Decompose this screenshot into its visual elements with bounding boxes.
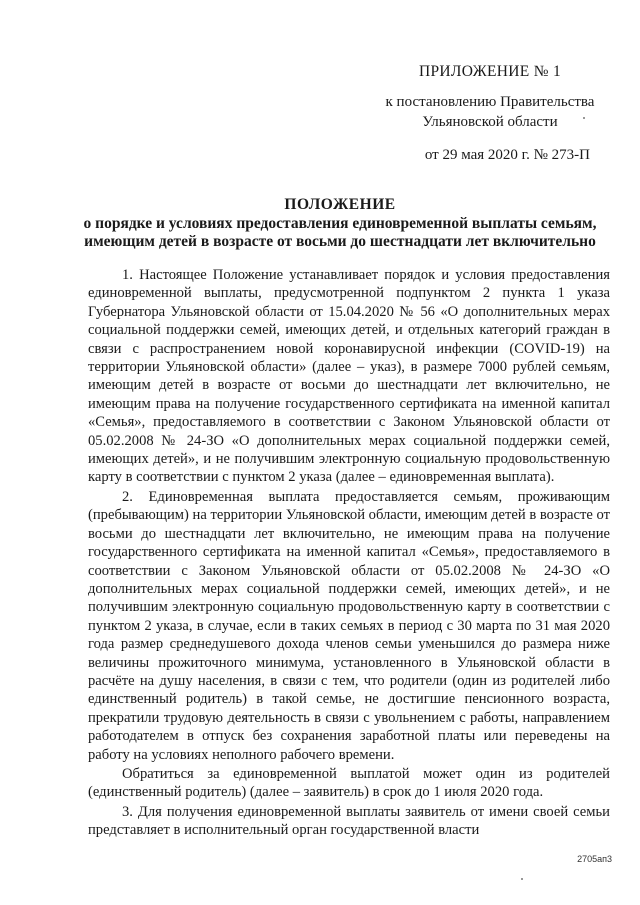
annex-date: от 29 мая 2020 г. № 273-П [424, 147, 590, 163]
footer-code: 2705ап3 [577, 854, 612, 864]
paragraph-4: 3. Для получения единовременной выплаты заявитель от имени своей семьи представляет в исполнительный орган государственной власти [88, 803, 610, 839]
annex-ref-line2: Ульяновской области [422, 114, 558, 130]
scan-artifact [583, 117, 585, 119]
paragraph-3: Обратиться за единовременной выплатой может один из родителей (единственный родитель) (далее – заявитель) в срок до 1 июля 2020 года. [88, 765, 610, 801]
annex-reference [370, 92, 610, 132]
document-body [88, 266, 610, 840]
annex-title: ПРИЛОЖЕНИЕ № 1 [418, 63, 562, 80]
document-heading [70, 196, 610, 251]
heading-main: ПОЛОЖЕНИЕ [284, 196, 396, 213]
annex-ref-line1: к постановлению Правительства [385, 94, 595, 110]
paragraph-2: 2. Единовременная выплата предоставляется семьям, проживающим (пребывающим) на территории Ульяновской области, имеющим детей в возрасте от восьми до шестнадцати лет включительно, не имеющим права на получение государственного сертификата на именной капитал «Семья», предоставляемого в соответствии с Законом Ульяновской области от 05.02.2008 № 24-ЗО «О дополнительных мерах социальной поддержки семей, имеющих детей», и не получившим электронную социальную продовольственную карту в соответствии с пунктом 2 указа, в случае, если в таких семьях в период с 30 марта по 31 мая 2020 года размер среднедушевого дохода членов семьи уменьшился до размера ниже величины прожиточного минимума, установленного в Ульяновской области в расчёте на душу населения, в связи с тем, что родители (один из родителей либо единственный родитель) в такой семье, не достигшие пенсионного возраста, прекратили трудовую деятельность в связи с увольнением с работы, направлением работодателем в отпуск без сохранения заработной платы или переведены на работу на условиях неполного рабочего времени. [88, 488, 610, 763]
scan-artifact [521, 878, 523, 880]
heading-subtitle: о порядке и условиях предоставления единовременной выплаты семьям, имеющим детей в возрасте от восьми до шестнадцати лет включительно [83, 215, 597, 250]
paragraph-1: 1. Настоящее Положение устанавливает порядок и условия предоставления единовременной выплаты, предусмотренной подпунктом 2 пункта 1 указа Губернатора Ульяновской области от 15.04.2020 № 56 «О дополнительных мерах социальной поддержки семей, имеющих детей, и отдельных категорий граждан в связи с распространением новой коронавирусной инфекции (COVID-19) на территории Ульяновской области» (далее – указ), в размере 7000 рублей семьям, имеющим детей в возрасте от восьми до шестнадцати лет включительно, не имеющим права на получение государственного сертификата на именной капитал «Семья», предоставляемого в соответствии с Законом Ульяновской области от 05.02.2008 № 24-ЗО «О дополнительных мерах социальной поддержки семей, имеющих детей», и не получившим электронную социальную продовольственную карту в соответствии с пунктом 2 указа (далее – единовременная выплата). [88, 267, 610, 486]
